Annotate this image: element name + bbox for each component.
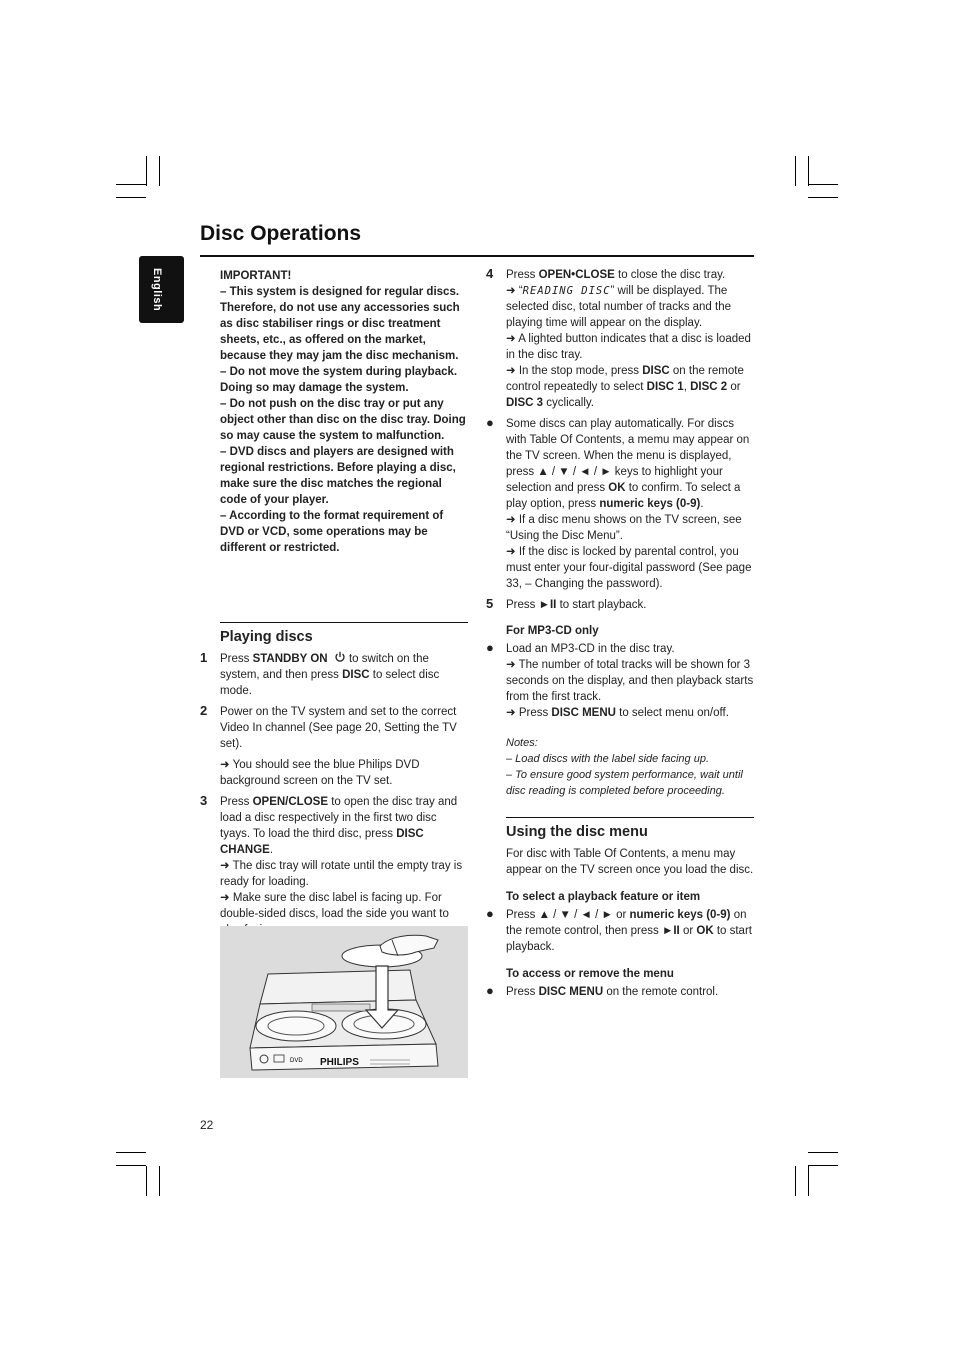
step-number: 2 xyxy=(200,703,208,718)
step-5 xyxy=(486,596,756,613)
open-close-key: OPEN/CLOSE xyxy=(252,796,328,808)
text: on the remote control, then press xyxy=(506,909,747,937)
text: . xyxy=(269,844,274,856)
text: , xyxy=(683,381,691,393)
mp3-bullet xyxy=(486,640,756,721)
important-item: – According to the format requirement of DVD or VCD, some operations may be different or restricted. xyxy=(220,510,444,554)
notes-heading: Notes: xyxy=(506,737,538,749)
numeric-keys: numeric keys (0-9) xyxy=(599,498,701,510)
bullet-icon: ● xyxy=(486,415,494,430)
notes-block xyxy=(506,735,756,799)
text: ➜ “ xyxy=(506,285,523,297)
power-icon xyxy=(334,651,346,663)
result-note: ➜ If a disc menu shows on the TV screen, see “Using the Disc Menu”. xyxy=(506,514,742,542)
text: or xyxy=(727,381,741,393)
text: to switch on the system, and then press xyxy=(220,653,429,681)
dvd-logo-text: DVD xyxy=(290,1058,303,1064)
text: to start playback. xyxy=(506,925,752,953)
language-tab-label: English xyxy=(151,268,163,312)
standby-key: STANDBY ON xyxy=(252,653,328,665)
select-bullet xyxy=(486,906,756,955)
select-heading: To select a playback feature or item xyxy=(506,891,701,903)
text: on the remote control repeatedly to select xyxy=(506,365,744,393)
text: Press xyxy=(506,269,539,281)
numeric-keys: numeric keys (0-9) xyxy=(629,909,731,921)
section-heading-disc-menu: Using the disc menu xyxy=(506,817,754,846)
important-item: – Do not move the system during playback. Doing so may damage the system. xyxy=(220,366,458,394)
text: to start playback. xyxy=(556,599,647,611)
text: ➜ Press xyxy=(506,707,552,719)
step-2 xyxy=(200,703,468,789)
text: ” will be displayed. The selected disc, total number of tracks and the playing time will appear on the display. xyxy=(506,285,732,329)
play-pause-key: ►II xyxy=(661,925,680,937)
text: . xyxy=(700,498,704,510)
result-note: ➜ The number of total tracks will be shown for 3 seconds on the display, and then playback starts from the first track. xyxy=(506,659,754,703)
bullet-icon: ● xyxy=(486,983,494,998)
page-title: Disc Operations xyxy=(200,222,362,245)
toc-bullet xyxy=(486,415,756,592)
text: to select disc mode. xyxy=(220,669,440,697)
text: ➜ In the stop mode, press xyxy=(506,365,643,377)
dvd-player-drawing xyxy=(220,926,468,1078)
text: to confirm. To select a play option, press xyxy=(506,482,741,510)
result-note: ➜ You should see the blue Philips DVD background screen on the TV set. xyxy=(220,759,420,787)
right-column xyxy=(486,266,756,1005)
result-note: ➜ If the disc is locked by parental control, you must enter your four-digital password (See page 33, – Changing the password). xyxy=(506,546,752,590)
disc-menu-key: DISC MENU xyxy=(551,707,616,719)
text: Press xyxy=(220,796,253,808)
disc-key: DISC xyxy=(642,365,670,377)
result-note: ➜ Make sure the disc label is facing up. For double-sided discs, load the side you want to xyxy=(220,892,449,920)
important-heading: IMPORTANT! xyxy=(220,270,292,282)
access-bullet xyxy=(486,983,756,1000)
mp3-heading: For MP3-CD only xyxy=(506,625,599,637)
step-1 xyxy=(200,650,468,699)
section-heading-playing: Playing discs xyxy=(220,622,468,651)
step-4 xyxy=(486,266,756,411)
disc1-key: DISC 1 xyxy=(646,381,684,393)
page-number: 22 xyxy=(200,1118,214,1132)
important-item: – Do not push on the disc tray or put any object other than disc on the disc tray. Doing so may cause the system to malfunction. xyxy=(220,398,466,442)
play-pause-key: ►II xyxy=(538,599,557,611)
ok-key: OK xyxy=(608,482,626,494)
disc3-key: DISC 3 xyxy=(506,397,544,409)
note-item: – Load discs with the label side facing up. xyxy=(506,753,710,765)
important-item: – This system is designed for regular discs. Therefore, do not use any accessories such as disc stabiliser rings or disc treatment sheets, etc., as offered on the market, because they may jam the disc mechanism. xyxy=(220,286,460,362)
result-note: ➜ A lighted button indicates that a disc is loaded in the disc tray. xyxy=(506,333,751,361)
open-close-key: OPEN•CLOSE xyxy=(538,269,615,281)
language-tab xyxy=(139,256,184,323)
text: to close the disc tray. xyxy=(614,269,726,281)
ok-key: OK xyxy=(696,925,714,937)
text: Press xyxy=(506,599,539,611)
text: Power on the TV system and set to the correct Video In channel (See page 20, Setting the TV set). xyxy=(220,706,457,750)
text: cyclically. xyxy=(543,397,594,409)
title-divider xyxy=(200,255,754,257)
access-heading: To access or remove the menu xyxy=(506,968,674,980)
result-note: ➜ The disc tray will rotate until the empty tray is ready for loading. xyxy=(220,860,463,888)
playing-section xyxy=(200,622,468,943)
step-number: 3 xyxy=(200,793,208,808)
disc-menu-key: DISC MENU xyxy=(538,986,604,998)
text: Some discs can play automatically. For discs with Table Of Contents, a memu may appear on the TV screen. When the menu is displayed, press ▲ / ▼ / ◄ / ► keys to highlight your selection and press xyxy=(506,418,750,494)
text: Press ▲ / ▼ / ◄ / ► or xyxy=(506,909,630,921)
text: For disc with Table Of Contents, a menu may appear on the TV screen once you load the disc. xyxy=(506,848,754,876)
bullet-icon: ● xyxy=(486,640,494,655)
text: Press xyxy=(506,986,539,998)
disc-change-key: DISC CHANGE xyxy=(220,828,424,856)
step-number: 1 xyxy=(200,650,208,665)
step-number: 4 xyxy=(486,266,494,281)
step-3 xyxy=(200,793,468,938)
disc2-key: DISC 2 xyxy=(690,381,728,393)
text: to open the disc tray and load a disc respectively in the first two disc tyays. To load the third disc, press xyxy=(220,796,458,840)
text: to select menu on/off. xyxy=(615,707,729,719)
important-block xyxy=(220,268,470,556)
disc-loading-illustration xyxy=(220,926,468,1078)
disc-key: DISC xyxy=(342,669,370,681)
text: on the remote control. xyxy=(603,986,719,998)
bullet-icon: ● xyxy=(486,906,494,921)
important-item: – DVD discs and players are designed with regional restrictions. Before playing a disc, make sure the disc matches the regional code of your player. xyxy=(220,446,456,506)
text: or xyxy=(679,925,697,937)
text: Press xyxy=(220,653,253,665)
brand-logo: PHILIPS xyxy=(320,1057,359,1068)
note-item: – To ensure good system performance, wait until disc reading is completed before proceeding. xyxy=(506,769,743,797)
lcd-message: READING DISC xyxy=(522,285,611,297)
text: Load an MP3-CD in the disc tray. xyxy=(506,643,675,655)
step-number: 5 xyxy=(486,596,494,611)
